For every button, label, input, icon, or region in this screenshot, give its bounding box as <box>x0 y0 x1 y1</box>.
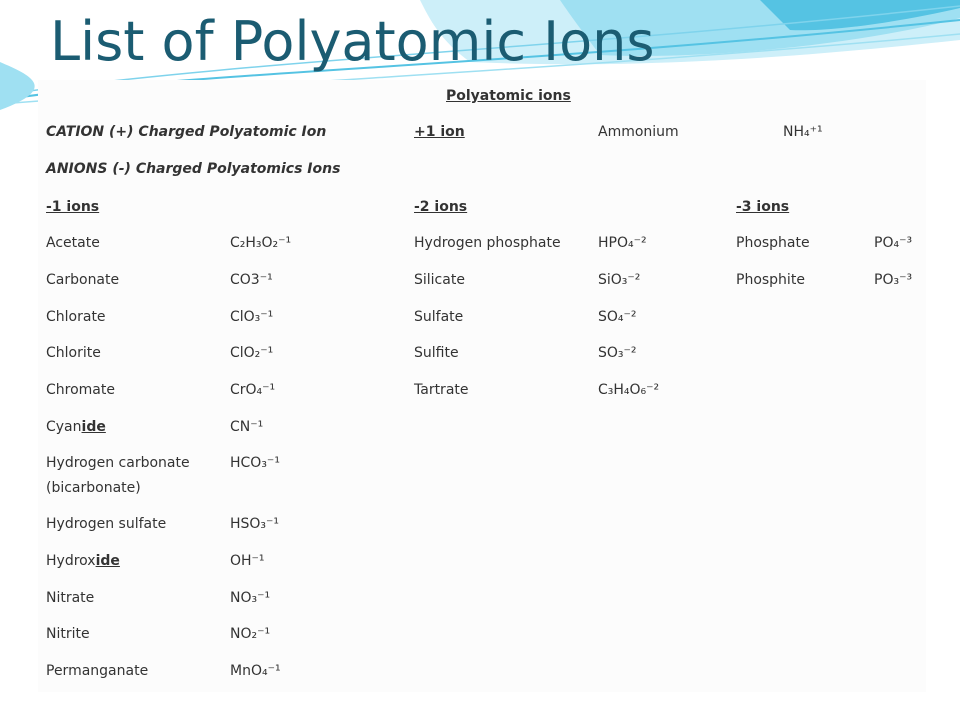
polyatomic-ions-table <box>38 80 926 692</box>
minus1-group-header: -1 ions <box>46 199 100 215</box>
ion-formula: NH₄⁺¹ <box>783 124 823 140</box>
ion-name: Chlorite <box>46 345 101 361</box>
minus2-group-header: -2 ions <box>414 199 468 215</box>
ion-name: Chlorate <box>46 309 106 325</box>
slide-title: List of Polyatomic Ions <box>50 10 655 73</box>
anions-label: ANIONS (-) Charged Polyatomics Ions <box>46 161 341 177</box>
ion-name-stem: Hydrox <box>46 553 96 569</box>
ion-name: Carbonate <box>46 272 120 288</box>
ion-formula: SO₃⁻² <box>598 345 637 361</box>
ion-name: Nitrate <box>46 590 95 606</box>
ion-formula: SiO₃⁻² <box>598 272 641 288</box>
table-heading: Polyatomic ions <box>446 88 571 104</box>
ion-name: Sulfite <box>414 345 459 361</box>
ion-formula: NO₂⁻¹ <box>230 626 271 642</box>
minus3-group-header: -3 ions <box>736 199 790 215</box>
ion-name: Silicate <box>414 272 465 288</box>
ion-formula: C₂H₃O₂⁻¹ <box>230 235 292 251</box>
ion-name: Tartrate <box>414 382 469 398</box>
ion-formula: CrO₄⁻¹ <box>230 382 276 398</box>
ion-formula: C₃H₄O₆⁻² <box>598 382 660 398</box>
ion-name-suffix-emphasis: ide <box>81 419 106 435</box>
ion-name: Phosphate <box>736 235 810 251</box>
plus1-group-header: +1 ion <box>414 124 465 140</box>
ion-formula: NO₃⁻¹ <box>230 590 271 606</box>
ion-name: Hydrogen phosphate <box>414 235 561 251</box>
ion-formula: CO3⁻¹ <box>230 272 273 288</box>
ion-name: Ammonium <box>598 124 679 140</box>
ion-formula: MnO₄⁻¹ <box>230 663 281 679</box>
ion-name-suffix-emphasis: ide <box>95 553 120 569</box>
ion-name: Chromate <box>46 382 115 398</box>
ion-name: Acetate <box>46 235 100 251</box>
ion-formula: ClO₂⁻¹ <box>230 345 274 361</box>
ion-formula: SO₄⁻² <box>598 309 637 325</box>
ion-name-continuation: (bicarbonate) <box>46 480 141 496</box>
ion-formula: OH⁻¹ <box>230 553 265 569</box>
ion-formula: CN⁻¹ <box>230 419 264 435</box>
ion-name <box>46 418 106 436</box>
ion-formula: HSO₃⁻¹ <box>230 516 280 532</box>
ion-formula: HCO₃⁻¹ <box>230 455 280 471</box>
ion-name-stem: Cyan <box>46 419 82 435</box>
ion-formula: HPO₄⁻² <box>598 235 647 251</box>
ion-name: Phosphite <box>736 272 805 288</box>
ion-name: Permanganate <box>46 663 149 679</box>
ion-name: Hydrogen carbonate <box>46 455 190 471</box>
ion-name: Hydrogen sulfate <box>46 516 167 532</box>
ion-formula: PO₃⁻³ <box>874 272 913 288</box>
ion-name <box>46 552 120 570</box>
ion-formula: ClO₃⁻¹ <box>230 309 274 325</box>
cation-label: CATION (+) Charged Polyatomic Ion <box>46 124 327 140</box>
ion-name: Nitrite <box>46 626 90 642</box>
ion-name: Sulfate <box>414 309 464 325</box>
ion-formula: PO₄⁻³ <box>874 235 913 251</box>
